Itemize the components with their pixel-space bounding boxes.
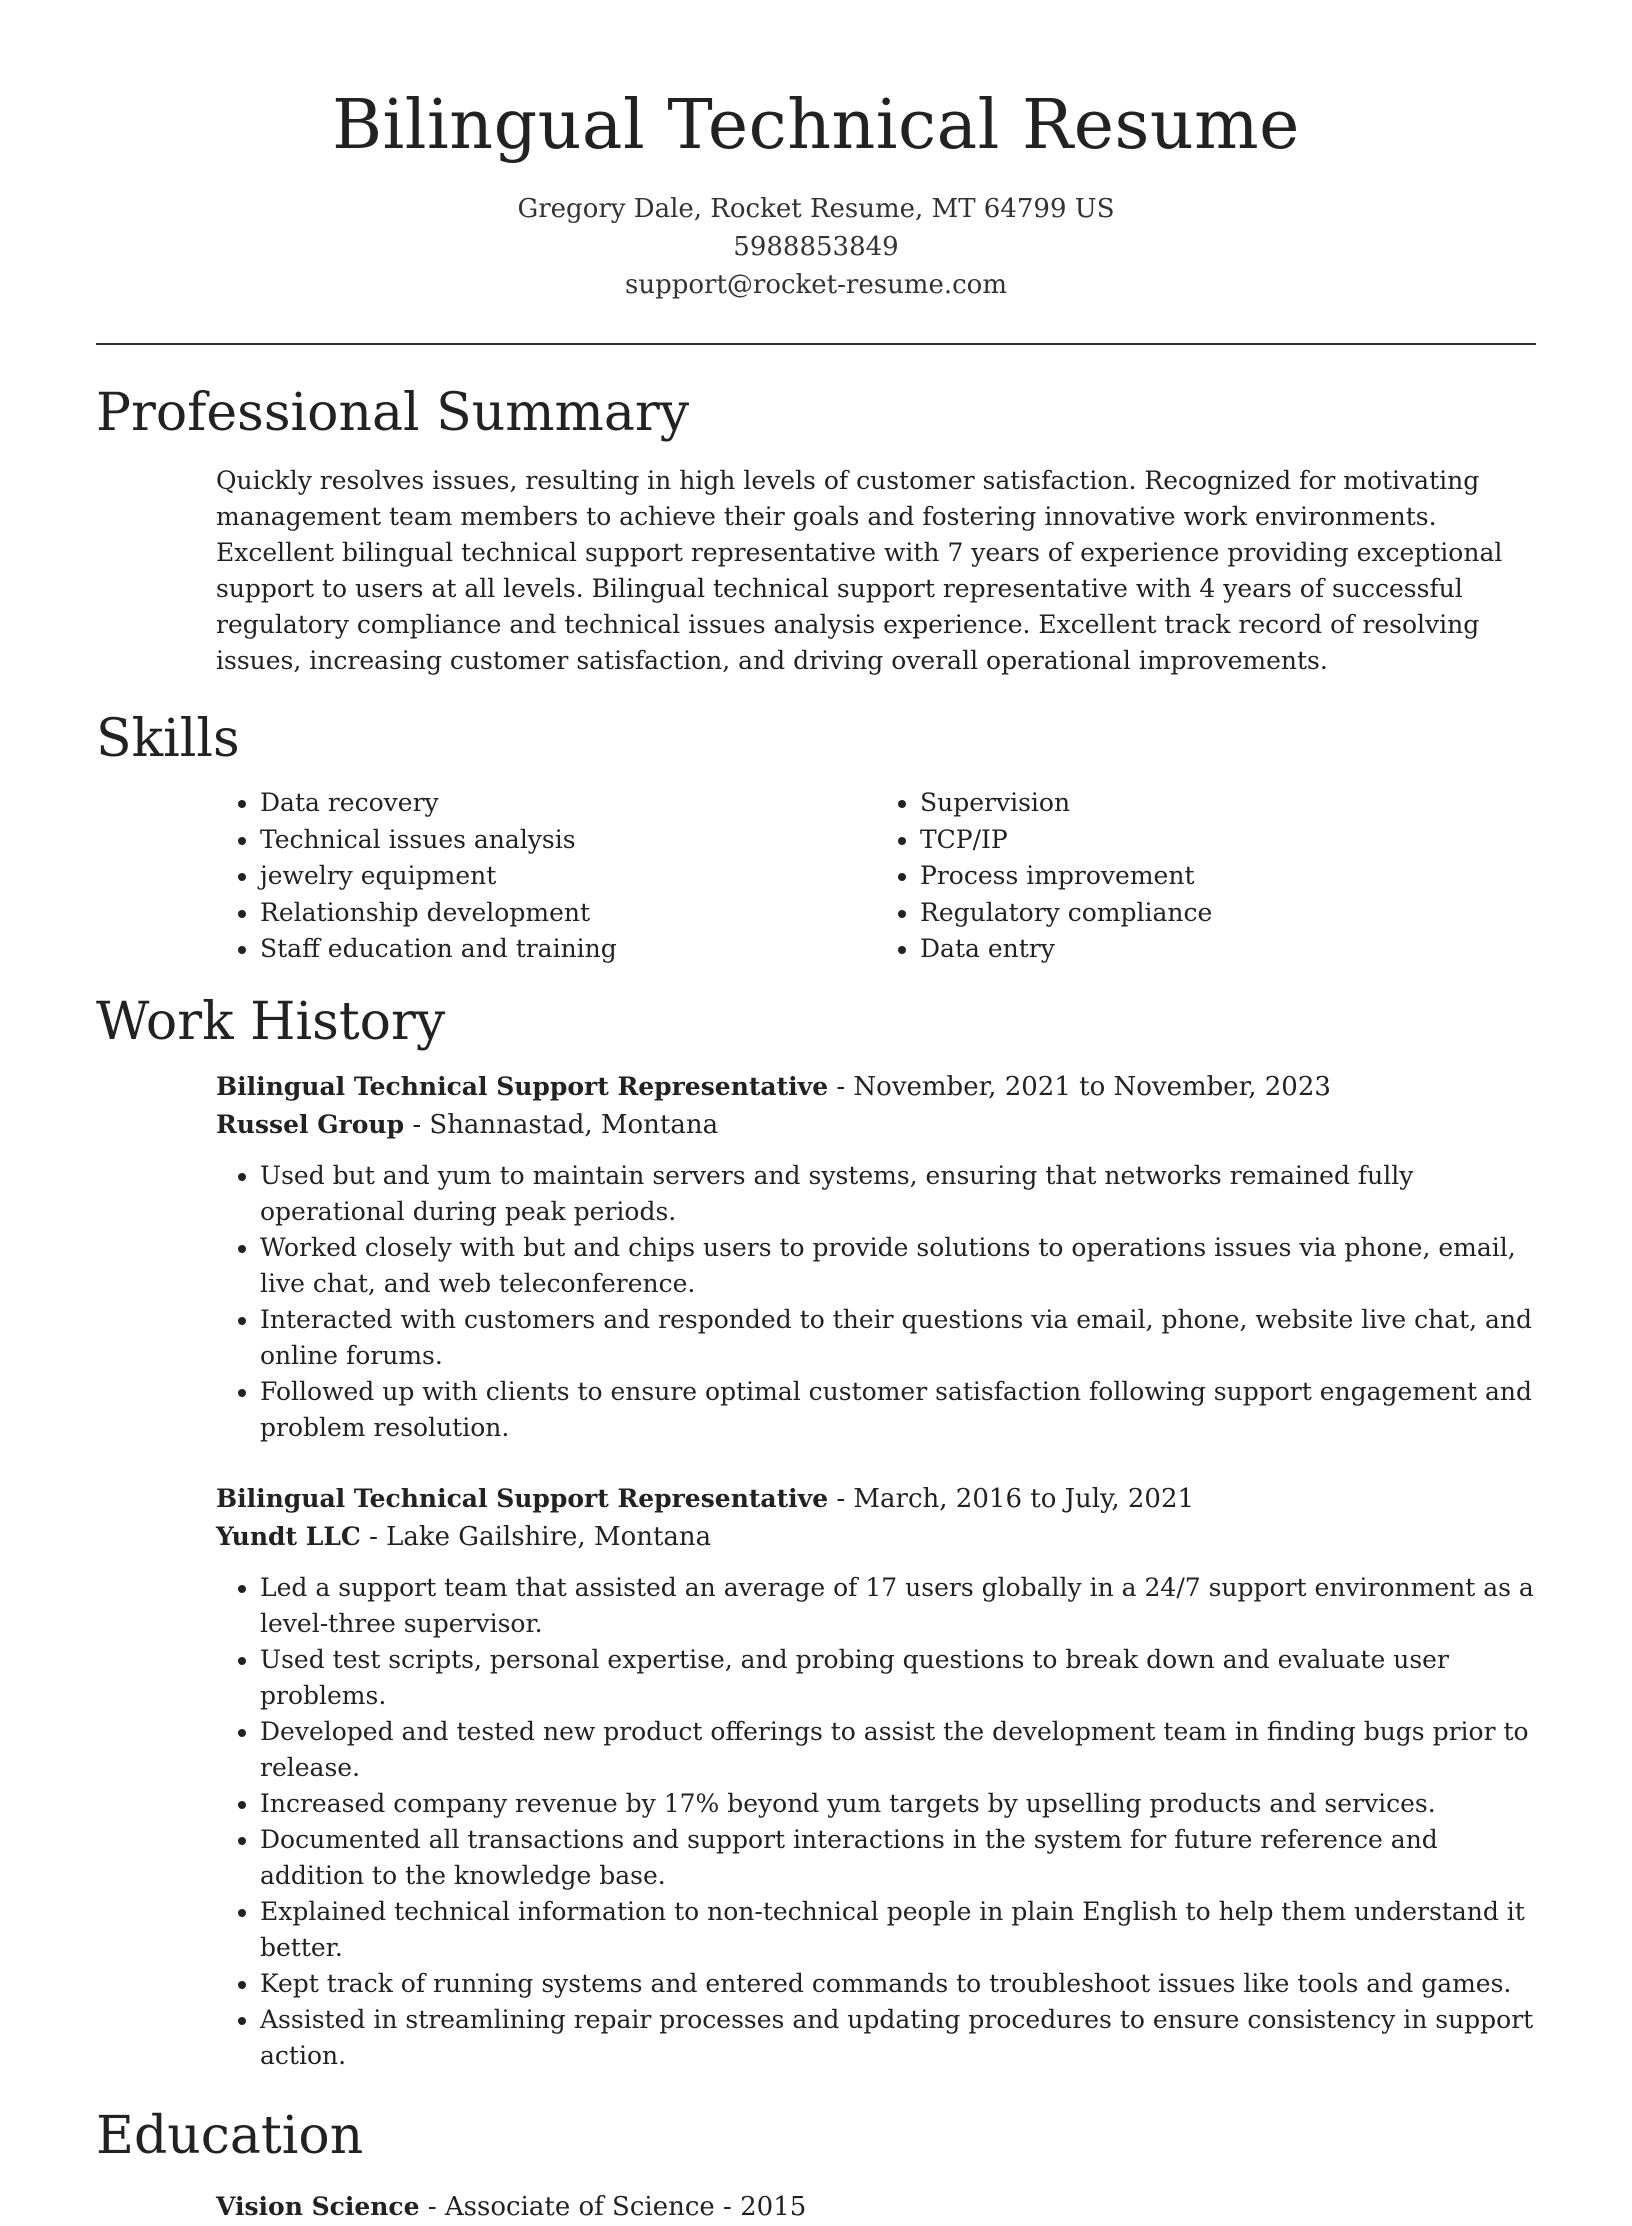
skill-item: • jewelry equipment	[260, 858, 876, 895]
summary-heading: Professional Summary	[96, 383, 690, 443]
job-company-line	[216, 1106, 1536, 1144]
job-bullet: • Interacted with customers and responded to their questions via email, phone, website live chat, and online forums.	[260, 1302, 1536, 1374]
job-bullet: • Led a support team that assisted an average of 17 users globally in a 24/7 support environment as a level-three supervisor.	[260, 1570, 1536, 1642]
skill-item: • TCP/IP	[920, 822, 1536, 859]
job-entry	[216, 1480, 1536, 2074]
job-dates: - November, 2021 to November, 2023	[828, 1071, 1331, 1102]
job-bullet: • Explained technical information to non-technical people in plain English to help them understand it better.	[260, 1894, 1536, 1966]
contact-address: Gregory Dale, Rocket Resume, MT 64799 US	[517, 194, 1115, 224]
skills-heading: Skills	[96, 709, 240, 769]
skills-column-1	[216, 785, 876, 968]
job-location: - Lake Gailshire, Montana	[360, 1521, 712, 1552]
job-bullet: • Assisted in streamlining repair processes and updating procedures to ensure consistency in support action.	[260, 2002, 1536, 2074]
skills-column-2	[876, 785, 1536, 968]
contact-info	[0, 190, 1632, 304]
job-role: Bilingual Technical Support Representative	[216, 1071, 829, 1101]
skill-item: • Data entry	[920, 931, 1536, 968]
skills-list	[216, 785, 1536, 968]
job-bullet: • Used test scripts, personal expertise, and probing questions to break down and evaluate user problems.	[260, 1642, 1536, 1714]
skill-item: • Data recovery	[260, 785, 876, 822]
job-bullet: • Followed up with clients to ensure optimal customer satisfaction following support engagement and problem resolution.	[260, 1374, 1536, 1446]
header-divider	[96, 343, 1536, 345]
work-history	[216, 1068, 1536, 2074]
job-role: Bilingual Technical Support Representative	[216, 1483, 829, 1513]
job-bullet: • Kept track of running systems and entered commands to troubleshoot issues like tools and games.	[260, 1966, 1536, 2002]
skill-item: • Supervision	[920, 785, 1536, 822]
education-field: Vision Science	[216, 2191, 420, 2221]
education-details: - Associate of Science - 2015	[419, 2191, 807, 2222]
work-history-heading: Work History	[96, 991, 446, 1052]
job-bullet: • Used but and yum to maintain servers and systems, ensuring that networks remained fully operational during peak periods.	[260, 1158, 1536, 1230]
job-bullet: • Developed and tested new product offerings to assist the development team in finding bugs prior to release.	[260, 1714, 1536, 1786]
job-company: Yundt LLC	[216, 1521, 361, 1551]
job-bullet: • Worked closely with but and chips users to provide solutions to operations issues via phone, email, live chat, and web teleconference.	[260, 1230, 1536, 1302]
education-heading: Education	[96, 2105, 364, 2166]
job-bullet: • Documented all transactions and support interactions in the system for future reference and addition to the knowledge base.	[260, 1822, 1536, 1894]
job-bullets	[216, 1158, 1536, 1446]
skill-item: • Relationship development	[260, 895, 876, 932]
skill-item: • Regulatory compliance	[920, 895, 1536, 932]
contact-phone: 5988853849	[733, 232, 899, 262]
skill-item: • Staff education and training	[260, 931, 876, 968]
job-dates: - March, 2016 to July, 2021	[828, 1483, 1195, 1514]
education-entry	[216, 2188, 1536, 2226]
job-location: - Shannastad, Montana	[404, 1109, 719, 1140]
job-bullets	[216, 1570, 1536, 2074]
skill-item: • Technical issues analysis	[260, 822, 876, 859]
contact-email: support@rocket-resume.com	[624, 270, 1007, 300]
resume-header	[0, 0, 1632, 304]
resume-title: Bilingual Technical Resume	[332, 86, 1300, 165]
skill-item: • Process improvement	[920, 858, 1536, 895]
job-title-line	[216, 1480, 1536, 1518]
job-bullet: • Increased company revenue by 17% beyond yum targets by upselling products and services.	[260, 1786, 1536, 1822]
summary-text: Quickly resolves issues, resulting in high levels of customer satisfaction. Recognized for motivating management team members to achieve their goals and fostering innovative work environments. Excellent bilingual technical support representative with 7 years of experience providing exceptional support to users at all levels. Bilingual technical support representative with 4 years of successful regulatory compliance and technical issues analysis experience. Excellent track record of resolving issues, increasing customer satisfaction, and driving overall operational improvements.	[216, 466, 1503, 675]
job-company: Russel Group	[216, 1109, 405, 1139]
job-title-line	[216, 1068, 1536, 1106]
job-entry	[216, 1068, 1536, 1446]
job-company-line	[216, 1518, 1536, 1556]
